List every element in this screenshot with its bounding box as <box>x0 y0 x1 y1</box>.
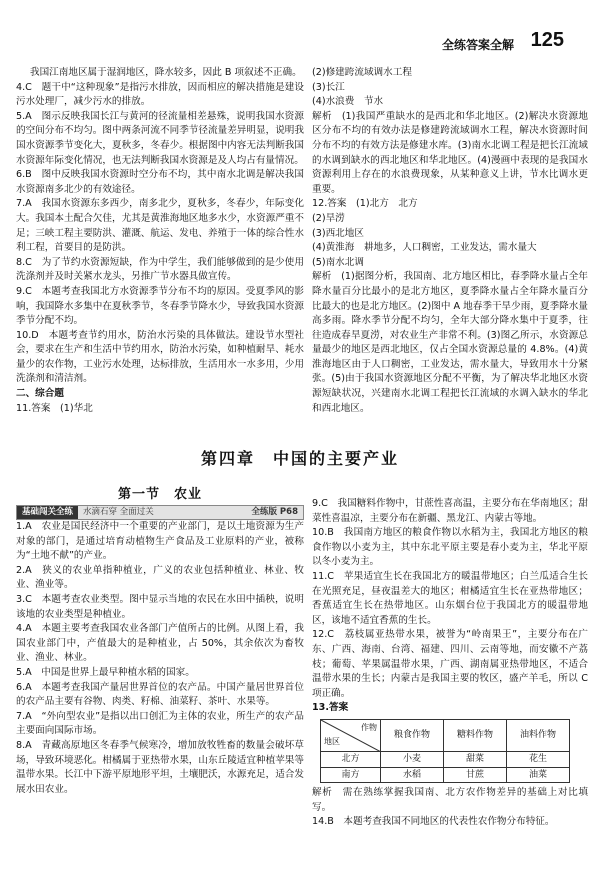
answer-paragraph: 5.A 中国是世界上最早种植水稻的国家。 <box>16 666 195 678</box>
exercise-banner <box>16 505 304 520</box>
right-column-bottom <box>312 497 588 830</box>
answer-paragraph: (3)长江 <box>312 81 345 93</box>
answer-paragraph: 解析 需在熟练掌握我国南、北方农作物差异的基础上对比填写。 <box>312 787 588 813</box>
banner-page-ref: 全练版 P68 <box>251 507 298 518</box>
right-column-top <box>312 66 588 416</box>
answer-paragraph: 解析 (1)据图分析，我国南、北方地区相比，春季降水量占全年降水量百分比最小的是北方地区，夏季降水量占全年降水量百分比最大的也是北方地区。(2)图中 A 地春季干旱少雨，夏季降水量高多雨。降水季节分配不均匀，全年大部分降水集中于夏季，往往造成春旱夏涝，对农业生产非常不利。(3)图乙所示，水资源总量最少的地区是西北地区，仅占全国水资源总量的 4.8%。(4)黄淮海地区由于人口稠密，工业发达，需水量大，导致用水十分紧张。(5)由于我国水资源地区分配不平衡，为了解决华北地区水资源短缺状况，兴建南水北调工程把长江流域的水调入缺水的华北和西北地区。 <box>312 271 588 414</box>
table-cell: 小麦 <box>381 751 444 767</box>
answer-paragraph: (4)黄淮海 耕地多，人口稠密，工业发达，需水量大 <box>312 242 537 254</box>
table-cell: 南方 <box>321 767 381 783</box>
answer-paragraph: 10.D 本题考查节约用水，防治水污染的具体做法。建设节水型社会，要求在生产和生活中节约用水，防治水污染，如种植耐旱、耗水量少的农作物，工业污水处理，达标排放，生活用水一水多用，少用洗涤剂和清洁剂。 <box>16 329 304 385</box>
page-header <box>0 0 600 66</box>
answer-paragraph: 2.A 狭义的农业单指种植业，广义的农业包括种植业、林业、牧业、渔业等。 <box>16 564 304 591</box>
answer-paragraph: (3)西北地区 <box>312 227 364 239</box>
answer-paragraph: (2)修建跨流域调水工程 <box>312 67 412 78</box>
answer-paragraph: 6.A 本题考查我国产量居世界首位的农产品。中国产量居世界首位的农产品主要有谷物、肉类、籽棉、油菜籽、茶叶、水果等。 <box>16 681 304 708</box>
chapter-title: 第四章 中国的主要产业 <box>200 449 399 468</box>
answer-paragraph: 3.C 本题考查农业类型。图中显示当地的农民在水田中插秧，说明该地的农业类型是种植业。 <box>16 593 304 620</box>
answer-paragraph: 11.C 苹果适宜生长在我国北方的暖温带地区；白兰瓜适合生长在光照充足，昼夜温差大的地区；柑橘适宜生长在亚热带地区；香蕉适宜生长在热带地区。山东烟台位于我国北方的暖温带地区，该地不适宜香蕉的生长。 <box>312 570 588 626</box>
table-corner-cell <box>321 719 381 751</box>
table-header: 粮食作物 <box>381 719 444 751</box>
section-heading: 二、综合题 <box>16 388 64 400</box>
table-cell: 北方 <box>321 751 381 767</box>
answer-paragraph: 12.答案 (1)北方 北方 <box>312 198 418 210</box>
left-column-bottom <box>16 520 304 797</box>
answer-paragraph: 1.A 农业是国民经济中一个重要的产业部门，是以土地资源为生产对象的部门，是通过培育动植物生产食品及工业原料的产业，被称为“土地不献”的产业。 <box>16 521 304 562</box>
table-row <box>321 767 570 783</box>
table-header: 糖料作物 <box>444 719 507 751</box>
crop-table <box>320 719 570 783</box>
answer-paragraph: (2)旱涝 <box>312 212 345 224</box>
answer-paragraph: 9.C 本题考查我国北方水资源季节分布不均的原因。受夏季风的影响，我国降水多集中在夏秋季节，冬春季节降水少，导致我国水资源季节分配不均。 <box>16 285 304 327</box>
answer-paragraph: 11.答案 (1)华北 <box>16 402 93 414</box>
header-title: 全练答案全解 <box>441 38 514 52</box>
answer-paragraph: 7.A 我国水资源东多西少，南多北少，夏秋多，冬春少，年际变化大。我国本土配合欠佳，尤其是黄淮海地区地多水少，水资源严重不足；三峡工程主要防洪、灌溉、航运、发电、养殖于一体的综合性水利工程，首要目的是防洪。 <box>16 198 304 254</box>
table-header-row <box>321 719 570 751</box>
table-cell: 油菜 <box>507 767 570 783</box>
table-cell: 水稻 <box>381 767 444 783</box>
answer-paragraph: 4.A 本题主要考查我国农业各部门产值所占的比例。从图上看，我国农业部门中，产值最大的是种植业，占 50%，其余依次为畜牧业、渔业、林业。 <box>16 623 304 664</box>
corner-label-crop: 作物 <box>361 722 377 732</box>
section-title: 第一节 农业 <box>117 487 202 502</box>
answer-paragraph: 12.C 荔枝属亚热带水果，被誉为“岭南果王”，主要分布在广东、广西、海南、台湾、福建、四川、云南等地，而安徽不产荔枝；葡萄、苹果属温带水果，广西、湖南属亚热带地区，不适合温带水果的生长；内蒙古是我国主要的牧区，盛产羊毛，所以 C 项正确。 <box>312 629 588 699</box>
table-row <box>321 751 570 767</box>
answer-paragraph: 13.答案 <box>312 702 349 714</box>
banner-subtitle: 水滴石穿 全面过关 <box>83 507 154 518</box>
answer-paragraph: 4.C 题干中“这种现象”是指污水排放，因而相应的解决措施是建设污水处理厂，减少污水的排放。 <box>16 81 304 108</box>
answer-paragraph: 解析 (1)我国严重缺水的是西北和华北地区。(2)解决水资源地区分布不均的有效办法是修建跨流域调水工程，解决水资源时间分布不均的有效方法是修建水库。(3)南水北调工程是把长江流域的水调到缺水的西北地区和华北地区。(4)漫画中表现的是我国水资源利用上存在的水浪费现象，从某种意义上讲，节水比调水更重要。 <box>312 110 588 195</box>
answer-paragraph: 8.A 青藏高原地区冬春季气候寒冷，增加放牧牲畜的数量会破坏草场，导致环境恶化。柑橘属于亚热带水果，山东丘陵适宜种植苹果等温带水果。长江中下游平原地形平坦，土壤肥沃，水源充足，适合发展水田农业。 <box>16 739 304 795</box>
answer-paragraph: 5.A 图示反映我国长江与黄河的径流量相差悬殊，说明我国水资源的空间分布不均匀。图中两条河流不同季节径流量差异明显，说明我国水资源季节变化大，夏秋多，冬春少。根据图中内容无法判断我国水资源年际变化情况，也无法判断我国水资源是及人均占有量情况。 <box>16 110 304 166</box>
table-cell: 花生 <box>507 751 570 767</box>
answer-paragraph: 6.B 图中反映我国水资源时空分布不均，其中南水北调是解决我国水资源南多北少的有效途径。 <box>16 169 304 195</box>
answer-paragraph: 10.B 我国南方地区的粮食作物以水稻为主，我国北方地区的粮食作物以小麦为主，其中东北平原主要是春小麦为主，华北平原以冬小麦为主。 <box>312 527 588 568</box>
answer-paragraph: 9.C 我国糖料作物中，甘蔗性喜高温，主要分布在华南地区；甜菜性喜温凉，主要分布在新疆、黑龙江、内蒙古等地。 <box>312 498 588 524</box>
answer-paragraph: 7.A “外向型农业”是指以出口创汇为主体的农业，所生产的农产品主要面向国际市场。 <box>16 710 304 737</box>
answer-paragraph: (4)水浪费 节水 <box>312 96 384 108</box>
answer-paragraph: (5)南水北调 <box>312 256 364 268</box>
banner-label: 基础闯关全练 <box>17 506 78 519</box>
table-cell: 甘蔗 <box>444 767 507 783</box>
page-number: 125 <box>530 29 564 51</box>
answer-paragraph: 我国江南地区属于湿润地区，降水较多，因此 B 项叙述不正确。 <box>30 67 302 78</box>
table-header: 油料作物 <box>507 719 570 751</box>
table-cell: 甜菜 <box>444 751 507 767</box>
corner-label-region: 地区 <box>324 737 340 747</box>
answer-paragraph: 14.B 本题考查我国不同地区的代表性农作物分布特征。 <box>312 816 555 828</box>
left-column-top <box>16 66 304 416</box>
answer-paragraph: 8.C 为了节约水资源短缺，作为中学生，我们能够做到的是少使用洗涤剂并及时关紧水龙头，另推广节水器具做宣传。 <box>16 256 304 283</box>
